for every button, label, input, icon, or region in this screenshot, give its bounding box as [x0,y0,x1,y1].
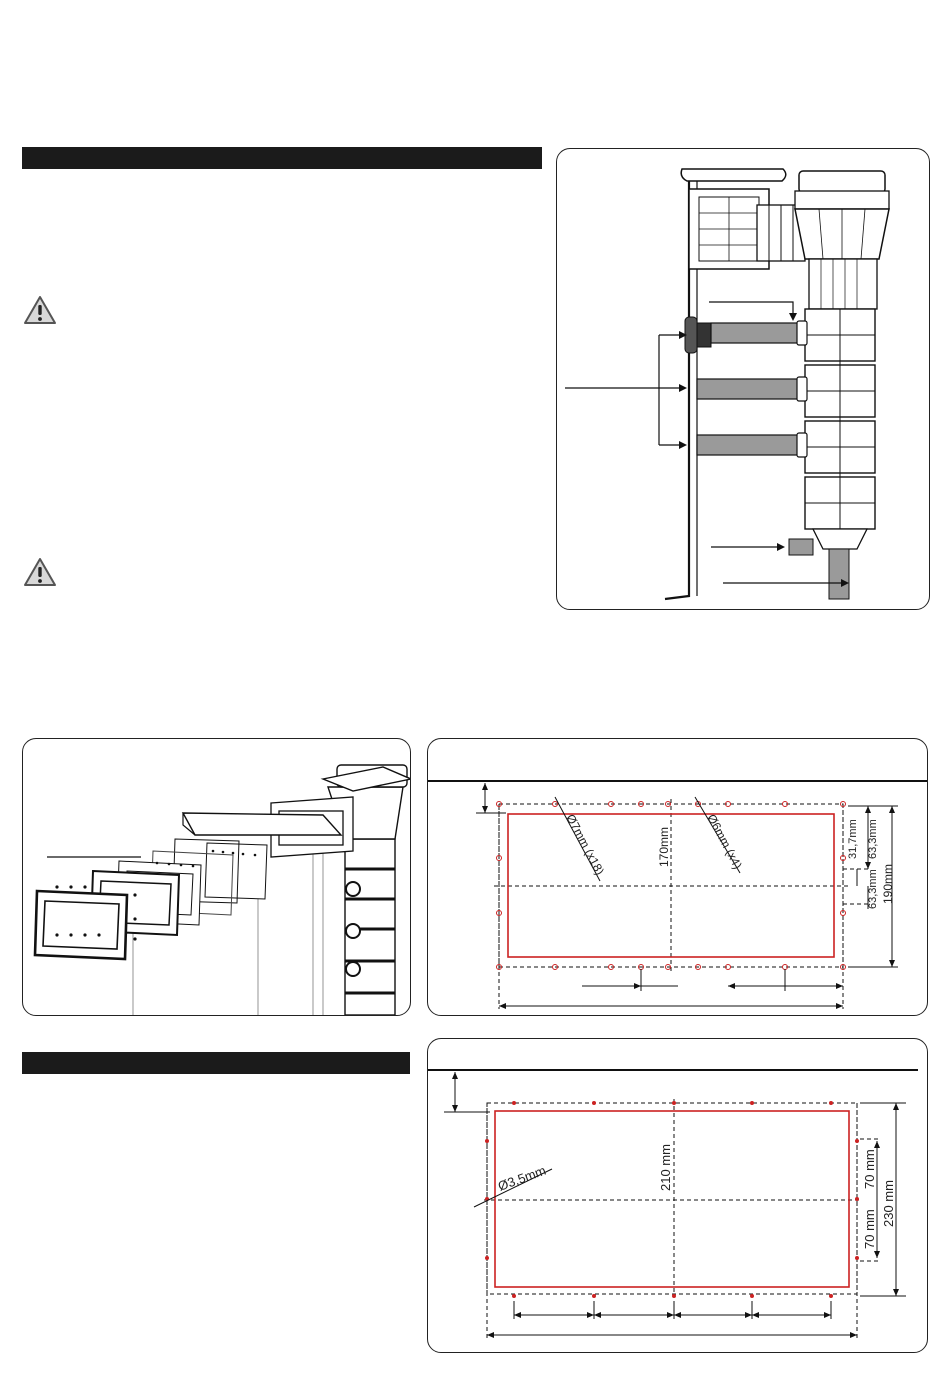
hole-3-5mm-label: Ø3,5mm [495,1162,548,1194]
dim-230-label: 230 mm [881,1180,896,1227]
warning-icon [23,295,57,325]
hole-template-large-diagram [428,739,927,1015]
skimmer-side-view-diagram [557,149,929,609]
dim-70-bottom-label: 70 mm [862,1209,877,1249]
section-header-bar-top [22,147,542,169]
dim-170-label: 170mm [657,826,671,867]
hole-template-small-diagram [428,1039,927,1352]
skimmer-side-view-panel [556,148,930,610]
hole-7mm-label: Ø7mm (x18) [563,811,608,878]
hole-template-small-panel [427,1038,928,1353]
dim-31-7-label: 31,7mm [847,819,859,859]
dim-210-label: 210 mm [658,1144,673,1191]
exploded-view-panel [22,738,411,1016]
warning-icon [23,557,57,587]
dim-70-top-label: 70 mm [862,1149,877,1189]
dim-63-3-top-label: 63,3mm [867,819,879,859]
dim-190-label: 190mm [881,863,895,904]
hole-6mm-label: Ø6mm (x4) [704,811,745,872]
dim-63-3-bottom-label: 63,3mm [867,869,879,909]
exploded-view-diagram [23,739,410,1015]
hole-template-large-panel [427,738,928,1016]
section-header-bar-bottom [22,1052,410,1074]
